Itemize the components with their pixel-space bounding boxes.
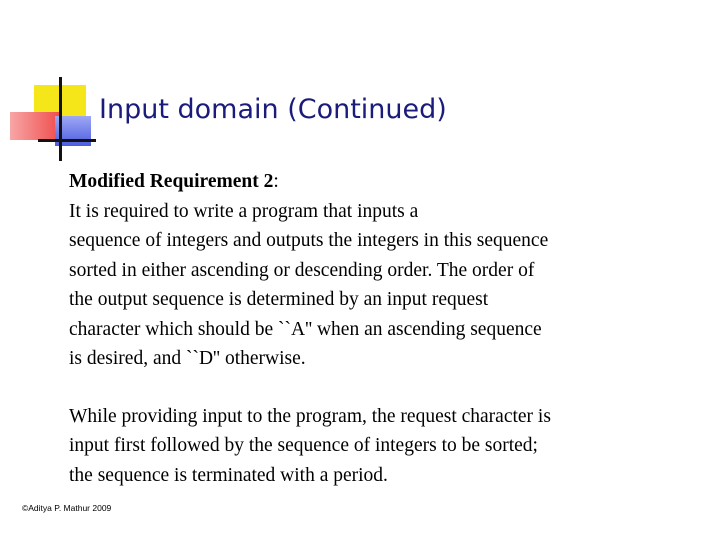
red-square-decoration (10, 112, 60, 140)
paragraph-line: character which should be ``A'' when an ascending sequence (69, 318, 542, 340)
paragraph-line: input first followed by the sequence of integers to be sorted; (69, 435, 538, 456)
requirement-heading (69, 167, 689, 197)
paragraph-spacer (69, 374, 689, 402)
paragraph-line: It is required to write a program that inputs a (69, 200, 419, 222)
corner-logo-decoration (0, 0, 140, 170)
paragraph-line: the output sequence is determined by an input request (69, 289, 489, 310)
paragraph-line: sequence of integers and outputs the integers in this sequence (69, 230, 549, 251)
paragraph-line: sorted in either ascending or descending order. The order of (69, 259, 535, 281)
requirement-colon: : (273, 171, 279, 192)
input-order-paragraph (69, 402, 689, 491)
copyright-footer: ©Aditya P. Mathur 2009 (22, 503, 112, 513)
paragraph-line: the sequence is terminated with a period. (69, 464, 388, 486)
requirement-paragraph (69, 167, 689, 374)
paragraph-line: is desired, and ``D'' otherwise. (69, 348, 306, 369)
vertical-line-decoration (59, 77, 62, 161)
paragraph-line: While providing input to the program, the request character is (69, 405, 551, 427)
slide-body (69, 167, 689, 490)
slide-title: Input domain (Continued) (99, 94, 447, 125)
horizontal-line-decoration (38, 139, 96, 142)
requirement-label: Modified Requirement 2 (69, 171, 274, 192)
